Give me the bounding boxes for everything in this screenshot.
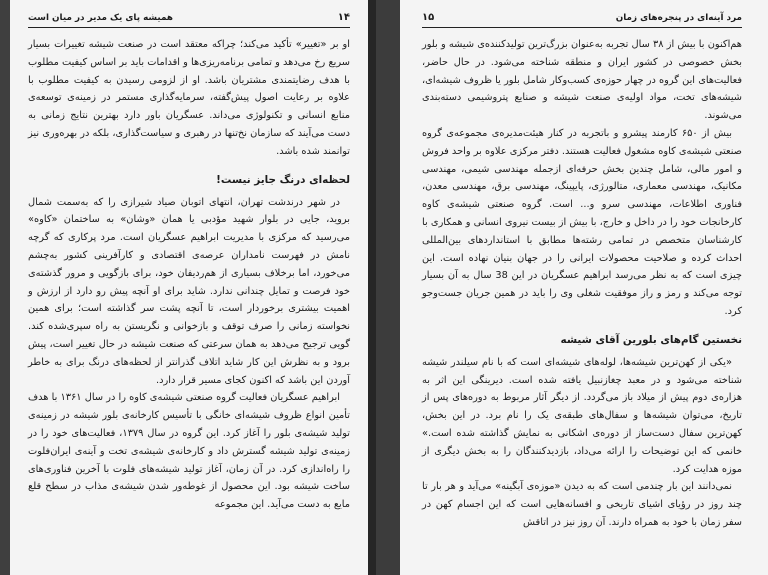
running-title: همیشه پای یک مدیر در میان است bbox=[28, 13, 173, 23]
left-page bbox=[10, 0, 368, 575]
paragraph: ابراهیم عسگریان فعالیت گروه صنعتی شیشه‌ی کاوه را در سال ۱۳۶۱ با هدف تأمین انواع ظروف شیشه‌ای خانگی با تأسیس کارخانه‌ی بلور شیشه در زمینه‌ی تولید شیشه‌ی بلور را آغاز کرد. این گروه در سال ۱۳۷۹، فعالیت‌های خود را در زمینه‌ی تولید شیشه گسترش داد و کارخانه‌ی شیشه‌ی تخت و آینه‌ی ایران‌فلوت را راه‌اندازی کرد. در آن زمان، آغاز تولید شیشه‌های فلوت با آخرین فناوری‌های ساخت شیشه بود. این محصول از غوطه‌ور شدن شیشه‌ی مذاب در سطح قلع مایع به دست می‌آید. این مجموعه bbox=[28, 392, 351, 511]
paragraph: نمی‌دانند این بار چندمی است که به دیدن «موزه‌ی آبگینه» می‌آید و هر بار تا چند روز در رؤیای اشیای تاریخی و افسانه‌هایی است که این اجسام کهن در سفر زمان با خود به همراه دارند. آن روز نیز در اتاقش bbox=[422, 481, 742, 528]
page-number: ۱۵ bbox=[422, 12, 435, 23]
right-page bbox=[400, 0, 768, 575]
paragraph: هم‌اکنون با بیش از ۳۸ سال تجربه به‌عنوان بزرگ‌ترین تولیدکننده‌ی شیشه و بلور بخش خصوصی در کشور ایران و منطقه شناخته می‌شود. در حال حاضر، فعالیت‌های این گروه در چهار حوزه‌ی کسب‌وکار شامل بلور یا ظروف شیشه‌ای، شیشه‌های تخت، مواد اولیه‌ی صنعت شیشه و صنایع پتروشیمی دسته‌بندی می‌شوند. bbox=[422, 39, 742, 122]
book-gutter-shadow bbox=[368, 0, 376, 575]
running-header bbox=[422, 12, 742, 28]
section-heading: لحظه‌ای درنگ جایز نیست! bbox=[216, 173, 350, 186]
book-gutter bbox=[376, 0, 400, 575]
paragraph: در شهر درندشت تهران، انتهای اتوبان صیاد شیرازی را که به‌سمت شمال بروید، جایی در بلوار شهید مؤدبی یا همان «وشان» به ساختمان «کاوه» می‌رسید که مرکزی با مدیریت ابراهیم عسگریان است. مرد پرکاری که گرچه نامش در فهرست نامداران عرصه‌ی اقتصادی و کارآفرینی کشور به‌چشم می‌خورد، اما برخلاف بسیاری از هم‌ردیفان خود، برای بازگویی و مرور گذشته‌ی خود فرصت و تمایل چندانی ندارد. شاید برای او آنچه پیش رو دارد از ارزش و اهمیت بیشتری برخوردار است، تا آنچه پشت سر گذاشته است؛ برای همین نخواسته زمانی را صرف توقف و بازخوانی و نگریستن به راه سپری‌شده کند. گویی ترجیح می‌دهد به همان سرعتی که صنعت شیشه در حال تغییر است، پیش برود و به نظرش این کار شاید اتلاف گذرانتر از لحظه‌های درنگ برای به خاطر آوردن این باشد که اکنون کجای مسیر قرار دارد. bbox=[28, 196, 350, 386]
paragraph: بیش از ۶۵۰ کارمند پیشرو و باتجربه در کنار هیئت‌مدیره‌ی مجموعه‌ی گروه صنعتی شیشه‌ی کاوه مشغول فعالیت هستند. دفتر مرکزی علاوه بر واحد فروش و امور مالی، شامل چندین بخش حرفه‌ای ازجمله مهندسی شیمی، مهندسی مکانیک، مهندسی معماری، متالورژی، پایپینگ، مهندسی برق، مهندسی معدن، فناوری اطلاعات، مهندسی سرو و... است. گروه صنعتی شیشه‌ی کاوه کارخانجات خود را در داخل و خارج، با بیش از بیست نیروی انسانی و همکاری با کارشناسان متخصص در تمامی رشته‌ها مطابق با استانداردهای بین‌المللی احداث کرده و صلاحیت محصولات ایرانی را در جهان بنیان نهاده است. این چیزی است که به نظر می‌رسد ابراهیم عسگریان در این 38 سال به آن بسیار توجه می‌کند و رمز و راز موفقیت شغلی وی را باید در همین جریان جست‌وجو کرد. bbox=[422, 127, 742, 317]
page-body bbox=[422, 36, 742, 532]
section-heading: نخستین گام‌های بلورین آقای شیشه bbox=[560, 333, 742, 346]
paragraph: او بر «تغییر» تأکید می‌کند؛ چراکه معتقد است در صنعت شیشه تغییرات بسیار سریع رخ می‌دهد و تمامی برنامه‌ریزی‌ها و اقدامات باید بر اساس کیفیت مطلوب با هدف رضایتمندی مشتریان باشد. او از لزومی رسیدن به کیفیت مطلوب با علاوه بر رعایت اصول پیش‌گفته، سرمایه‌گذاری مستمر در زمینه‌ی توسعه‌ی منابع انسانی و تکنولوژی می‌داند. عسگریان باور دارد بهترین نتایج زمانی به دست می‌آیند که سازمان نخ‌تنها در رهبری و سیاست‌گذاری، بلکه در بهره‌وری نیز توانمند شده باشد. bbox=[28, 39, 350, 157]
paragraph: «یکی از کهن‌ترین شیشه‌ها، لوله‌های شیشه‌ای است که با نام سیلندر شیشه شناخته می‌شود و در معبد چغازنبیل یافته شده است. دیرینگی این اثر به هزاره‌ی دوم پیش از میلاد باز می‌گردد. از دیگر آثار مربوط به دوره‌های پس از تاریخ، می‌توان شیشه‌ها و سفال‌های طبقه‌ی یک را نام برد. در این بخش، کهن‌ترین سفال دست‌ساز از دوره‌ی اشکانی به نمایش گذاشته شده است.» خانمی که این توضیحات را ارائه می‌داد، بازدیدکنندگان را به بخش دیگری از موزه هدایت کرد. bbox=[422, 356, 742, 475]
page-body bbox=[28, 36, 350, 514]
page-number: ۱۴ bbox=[337, 12, 350, 23]
running-header bbox=[28, 12, 350, 28]
running-title: مرد آینه‌ای در پنجره‌های زمان bbox=[615, 13, 742, 23]
